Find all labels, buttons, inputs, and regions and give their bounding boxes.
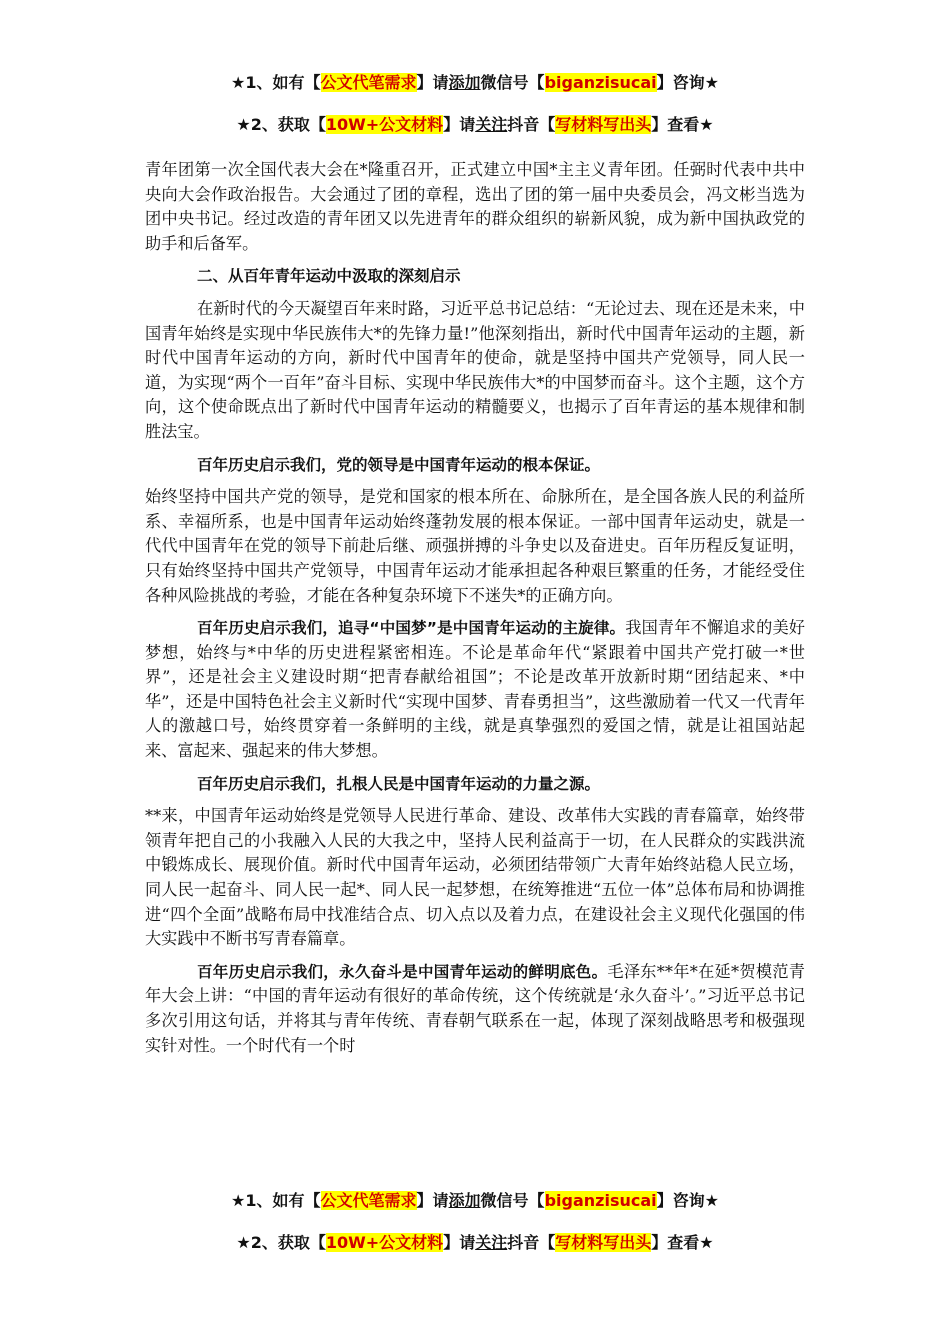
header-line1-highlight-wechat: biganzisucai	[544, 73, 657, 92]
header-line2-highlight-materials: 10W+公文材料	[325, 115, 444, 134]
footer-line2-suffix: 】查看★	[651, 1233, 714, 1252]
footer-line2-prefix: ★2、获取【	[236, 1233, 326, 1252]
header-line1-suffix: 】咨询★	[656, 73, 719, 92]
header-line2-middle: 】请	[443, 115, 476, 134]
footer-line1-underlined-add: 添加	[448, 1191, 481, 1210]
paragraph-1: 青年团第一次全国代表大会在*隆重召开，正式建立中国*主主义青年团。任弼时代表中共中央向大会作政治报告。大会通过了团的章程，选出了团的第一届中央委员会，冯文彬当选为团中央书记。经过改造的青年团又以先进青年的群众组织的崭新风貌，成为新中国执政党的助手和后备军。	[145, 160, 805, 253]
footer-line2-middle2: 抖音【	[507, 1233, 556, 1252]
footer-line1-middle: 】请	[416, 1191, 449, 1210]
paragraph-4: 我国青年不懈追求的美好梦想，始终与*中华的历史进程紧密相连。不论是革命年代“紧跟着中国共产党打破一*世界”，还是社会主义建设时期“把青春献给祖国”；不论是改革开放新时期“团结起来、*中华”，还是中国特色社会主义新时代“实现中国梦、青春勇担当”，这些激励着一代又一代青年人的激越口号，始终贯穿着一条鲜明的主线，就是真挚强烈的爱国之情，就是让祖国站起来、富起来、强起来的伟大梦想。	[145, 618, 805, 761]
header-line2-highlight-douyin: 写材料写出头	[555, 115, 652, 134]
footer-ad-line-2	[0, 1230, 950, 1253]
paragraph-3: 始终坚持中国共产党的领导，是党和国家的根本所在、命脉所在，是全国各族人民的利益所系、幸福所系，也是中国青年运动始终蓬勃发展的根本保证。一部中国青年运动史，就是一代代中国青年在党的领导下前赴后继、顽强拼搏的斗争史以及奋进史。百年历程反复证明，只有始终坚持中国共产党领导，中国青年运动才能承担起各种艰巨繁重的任务，才能经受住各种风险挑战的考验，才能在各种复杂环境下不迷失*的正确方向。	[145, 487, 805, 605]
footer-line2-middle: 】请	[443, 1233, 476, 1252]
header-line2-middle2: 抖音【	[507, 115, 556, 134]
paragraph-6-block	[145, 960, 805, 1058]
paragraph-6: 毛泽东**年*在延*贺模范青年大会上讲：“中国的青年运动有很好的革命传统，这个传统就是‘永久奋斗’。”习近平总书记多次引用这句话，并将其与青年传统、青春朝气联系在一起，体现了深刻战略思考和极强现实针对性。一个时代有一个时	[145, 961, 805, 1055]
subheading-party-leadership: 百年历史启示我们，党的领导是中国青年运动的根本保证。	[197, 455, 601, 474]
header-ad-line-1	[0, 70, 950, 93]
header-line1-highlight-service: 公文代笔需求	[320, 73, 417, 92]
header-line1-prefix: ★1、如有【	[231, 73, 321, 92]
header-ad-line-2	[0, 112, 950, 135]
footer-line1-suffix: 】咨询★	[656, 1191, 719, 1210]
footer-line1-prefix: ★1、如有【	[231, 1191, 321, 1210]
subheading-eternal-struggle: 百年历史启示我们，永久奋斗是中国青年运动的鲜明底色。	[197, 962, 608, 981]
footer-line2-highlight-materials: 10W+公文材料	[325, 1233, 444, 1252]
header-line2-suffix: 】查看★	[651, 115, 714, 134]
section-heading: 二、从百年青年运动中汲取的深刻启示	[197, 267, 461, 286]
header-line1-underlined-add: 添加	[448, 73, 481, 92]
footer-line1-middle2: 微信号【	[480, 1191, 545, 1210]
footer-line2-underlined-follow: 关注	[475, 1233, 508, 1252]
footer-line2-highlight-douyin: 写材料写出头	[555, 1233, 652, 1252]
subheading-chinese-dream: 百年历史启示我们，追寻“中国梦”是中国青年运动的主旋律。	[197, 619, 626, 638]
header-line2-underlined-follow: 关注	[475, 115, 508, 134]
paragraph-2: 在新时代的今天凝望百年来时路，习近平总书记总结：“无论过去、现在还是未来，中国青年始终是实现中华民族伟大*的先锋力量!”他深刻指出，新时代中国青年运动的主题，新时代中国青年运动的方向，新时代中国青年的使命，就是坚持中国共产党领导，同人民一道，为实现“两个一百年”奋斗目标、实现中华民族伟大*的中国梦而奋斗。这个主题，这个方向，这个使命既点出了新时代中国青年运动的精髓要义，也揭示了百年青运的基本规律和制胜法宝。	[145, 298, 805, 441]
footer-line1-highlight-wechat: biganzisucai	[544, 1191, 657, 1210]
paragraph-4-block	[145, 616, 805, 764]
header-line2-prefix: ★2、获取【	[236, 115, 326, 134]
document-body	[145, 158, 805, 1058]
footer-ad-line-1	[0, 1188, 950, 1211]
paragraph-5: **来，中国青年运动始终是党领导人民进行革命、建设、改革伟大实践的青春篇章，始终带领青年把自己的小我融入人民的大我之中，坚持人民利益高于一切，在人民群众的实践洪流中锻炼成长、展现价值。新时代中国青年运动，必须团结带领广大青年始终站稳人民立场，同人民一起奋斗、同人民一起*、同人民一起梦想，在统筹推进“五位一体”总体布局和协调推进“四个全面”战略布局中找准结合点、切入点以及着力点，在建设社会主义现代化强国的伟大实践中不断书写青春篇章。	[145, 806, 805, 949]
subheading-people-roots: 百年历史启示我们，扎根人民是中国青年运动的力量之源。	[197, 774, 601, 793]
header-line1-middle2: 微信号【	[480, 73, 545, 92]
header-line1-middle: 】请	[416, 73, 449, 92]
footer-line1-highlight-service: 公文代笔需求	[320, 1191, 417, 1210]
